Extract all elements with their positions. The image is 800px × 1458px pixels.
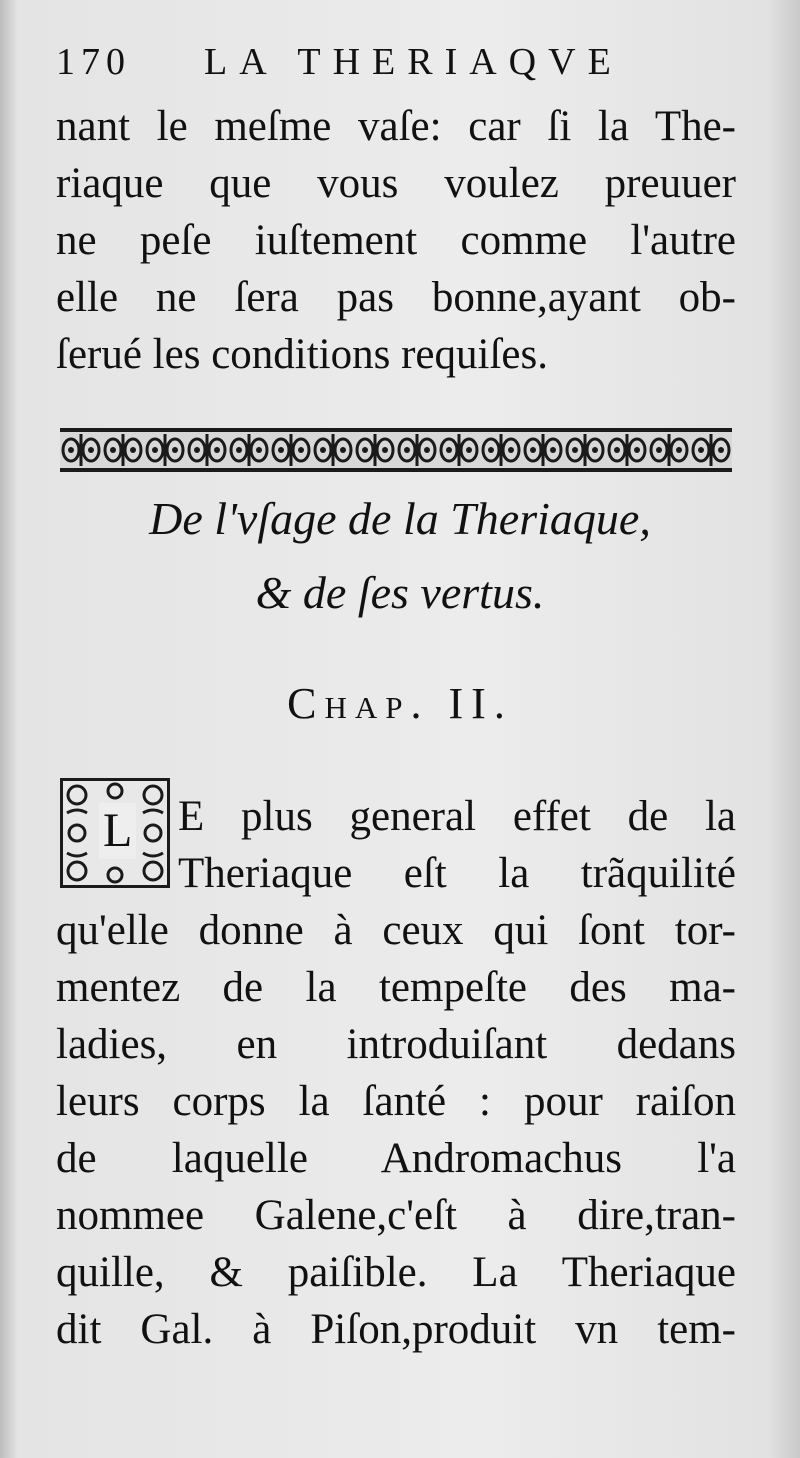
page-number: 170: [56, 41, 131, 83]
paragraph-continuation: [56, 98, 736, 383]
paragraph-body: [56, 902, 736, 1358]
paragraph-opening: [178, 788, 736, 902]
section-heading-line-2: & de ſes vertus.: [255, 567, 545, 618]
running-header: [56, 40, 746, 100]
text-line: ladies, en introduiſant dedans: [56, 1021, 736, 1068]
text-line: Theriaque eſt la trãquilité: [178, 850, 736, 897]
decorative-border-band: [60, 428, 732, 472]
text-line: qu'elle donne à ceux qui ſont tor-: [56, 907, 736, 954]
text-line: quille, & paiſible. La Theriaque: [56, 1249, 736, 1296]
text-line: dit Gal. à Piſon,produit vn tem-: [56, 1306, 736, 1353]
text-line: nommee Galene,c'eſt à dire,tran-: [56, 1192, 736, 1239]
text-line: elle ne ſera pas bonne,ayant ob-: [56, 274, 736, 321]
text-line: riaque que vous voulez preuuer: [56, 160, 736, 207]
text-line: ne peſe iuſtement comme l'autre: [56, 217, 736, 264]
ornament-pattern-icon: [60, 432, 732, 468]
chapter-title: Chap. II.: [287, 679, 513, 728]
decorated-initial: [60, 778, 170, 888]
section-heading-line-1: De l'vſage de la Theriaque,: [149, 493, 651, 544]
text-line: de laquelle Andromachus l'a: [56, 1135, 736, 1182]
running-title: LA THERIAQVE: [204, 41, 623, 83]
text-line: nant le meſme vaſe: car ſi la The-: [56, 103, 736, 150]
initial-letter: L: [99, 803, 136, 859]
text-line: mentez de la tempeſte des ma-: [56, 964, 736, 1011]
text-line: E plus general effet de la: [178, 793, 736, 840]
text-line: leurs corps la ſanté : pour raiſon: [56, 1078, 736, 1125]
text-line: ſerué les conditions requiſes.: [56, 331, 548, 378]
